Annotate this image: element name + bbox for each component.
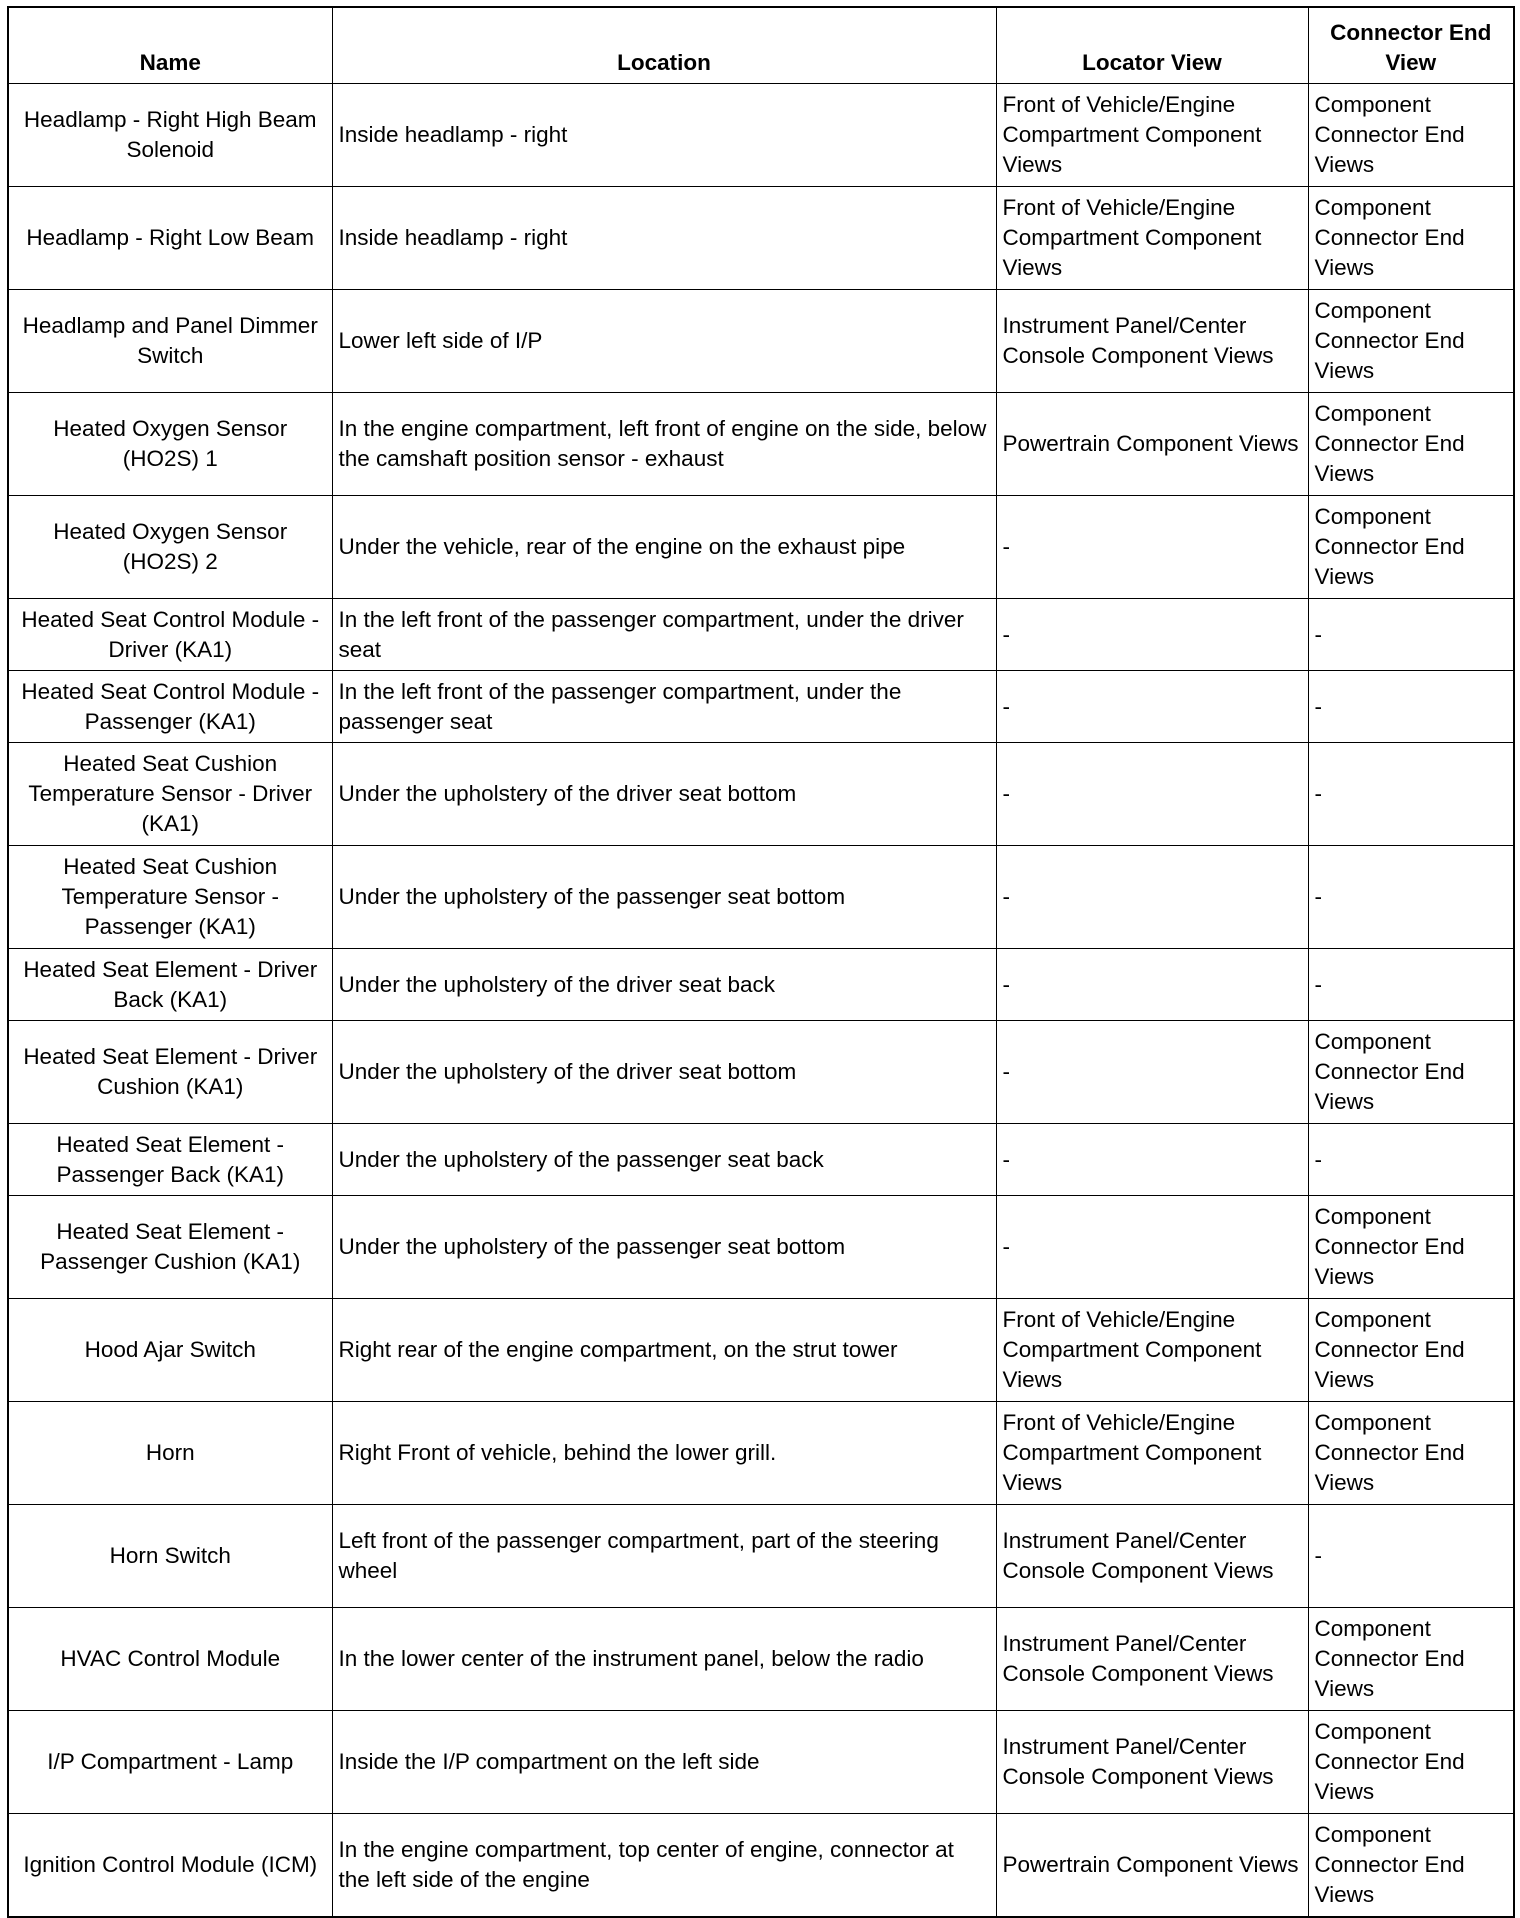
cell-connector-end-view: Component Connector End Views [1308, 393, 1514, 496]
cell-locator-view: Front of Vehicle/Engine Compartment Component Views [996, 187, 1308, 290]
cell-connector-end-view: Component Connector End Views [1308, 290, 1514, 393]
cell-locator-view: - [996, 743, 1308, 846]
table-row [8, 84, 1514, 187]
cell-name: Heated Seat Element - Passenger Cushion (KA1) [8, 1196, 332, 1299]
cell-locator-view: Instrument Panel/Center Console Component Views [996, 1711, 1308, 1814]
table-row [8, 496, 1514, 599]
cell-locator-view: - [996, 671, 1308, 743]
table-row [8, 1711, 1514, 1814]
cell-name: Headlamp and Panel Dimmer Switch [8, 290, 332, 393]
cell-locator-view: Instrument Panel/Center Console Component Views [996, 1505, 1308, 1608]
cell-locator-view: Powertrain Component Views [996, 393, 1308, 496]
cell-locator-view: Instrument Panel/Center Console Component Views [996, 290, 1308, 393]
cell-connector-end-view: - [1308, 949, 1514, 1021]
cell-connector-end-view: Component Connector End Views [1308, 1814, 1514, 1918]
cell-locator-view: - [996, 949, 1308, 1021]
cell-name: Heated Oxygen Sensor (HO2S) 2 [8, 496, 332, 599]
cell-name: HVAC Control Module [8, 1608, 332, 1711]
table-row [8, 1124, 1514, 1196]
cell-location: Under the upholstery of the driver seat back [332, 949, 996, 1021]
cell-connector-end-view: - [1308, 1124, 1514, 1196]
cell-name: Heated Seat Control Module - Driver (KA1) [8, 599, 332, 671]
cell-locator-view: Front of Vehicle/Engine Compartment Component Views [996, 1402, 1308, 1505]
cell-locator-view: - [996, 846, 1308, 949]
cell-location: In the left front of the passenger compartment, under the passenger seat [332, 671, 996, 743]
cell-locator-view: - [996, 1021, 1308, 1124]
cell-locator-view: Powertrain Component Views [996, 1814, 1308, 1918]
cell-connector-end-view: - [1308, 599, 1514, 671]
cell-name: Heated Seat Cushion Temperature Sensor - Driver (KA1) [8, 743, 332, 846]
table-row [8, 743, 1514, 846]
cell-name: Heated Seat Control Module - Passenger (KA1) [8, 671, 332, 743]
cell-location: Under the upholstery of the passenger seat back [332, 1124, 996, 1196]
cell-name: Horn [8, 1402, 332, 1505]
cell-location: In the lower center of the instrument panel, below the radio [332, 1608, 996, 1711]
cell-location: In the left front of the passenger compartment, under the driver seat [332, 599, 996, 671]
table-row [8, 1505, 1514, 1608]
cell-connector-end-view: - [1308, 1505, 1514, 1608]
cell-location: Inside headlamp - right [332, 84, 996, 187]
table-row [8, 1402, 1514, 1505]
table-row [8, 671, 1514, 743]
cell-location: Lower left side of I/P [332, 290, 996, 393]
table-row [8, 1021, 1514, 1124]
cell-connector-end-view: Component Connector End Views [1308, 187, 1514, 290]
table-row [8, 187, 1514, 290]
cell-locator-view: Front of Vehicle/Engine Compartment Component Views [996, 1299, 1308, 1402]
cell-name: Horn Switch [8, 1505, 332, 1608]
table-row [8, 1814, 1514, 1918]
cell-name: Ignition Control Module (ICM) [8, 1814, 332, 1918]
cell-location: Right rear of the engine compartment, on the strut tower [332, 1299, 996, 1402]
cell-name: Heated Seat Element - Driver Cushion (KA1) [8, 1021, 332, 1124]
table-row [8, 1299, 1514, 1402]
header-row [8, 7, 1514, 84]
cell-locator-view: Instrument Panel/Center Console Component Views [996, 1608, 1308, 1711]
cell-connector-end-view: Component Connector End Views [1308, 1711, 1514, 1814]
cell-name: Headlamp - Right High Beam Solenoid [8, 84, 332, 187]
header-connector-end-view: Connector End View [1308, 7, 1514, 84]
cell-location: In the engine compartment, left front of engine on the side, below the camshaft position sensor - exhaust [332, 393, 996, 496]
cell-location: Under the upholstery of the passenger seat bottom [332, 846, 996, 949]
table-row [8, 393, 1514, 496]
cell-connector-end-view: Component Connector End Views [1308, 1196, 1514, 1299]
table-row [8, 1196, 1514, 1299]
cell-locator-view: - [996, 599, 1308, 671]
cell-location: In the engine compartment, top center of engine, connector at the left side of the engine [332, 1814, 996, 1918]
cell-location: Inside headlamp - right [332, 187, 996, 290]
table-row [8, 949, 1514, 1021]
cell-connector-end-view: Component Connector End Views [1308, 496, 1514, 599]
cell-name: Heated Seat Element -Passenger Back (KA1) [8, 1124, 332, 1196]
cell-connector-end-view: Component Connector End Views [1308, 1021, 1514, 1124]
cell-connector-end-view: - [1308, 846, 1514, 949]
cell-connector-end-view: - [1308, 743, 1514, 846]
cell-name: Hood Ajar Switch [8, 1299, 332, 1402]
cell-location: Under the upholstery of the driver seat bottom [332, 1021, 996, 1124]
cell-locator-view: Front of Vehicle/Engine Compartment Component Views [996, 84, 1308, 187]
cell-locator-view: - [996, 1196, 1308, 1299]
cell-location: Under the upholstery of the passenger seat bottom [332, 1196, 996, 1299]
table-row [8, 599, 1514, 671]
component-locator-table [7, 6, 1515, 1918]
table-row [8, 290, 1514, 393]
cell-connector-end-view: Component Connector End Views [1308, 1299, 1514, 1402]
cell-name: Heated Seat Element - Driver Back (KA1) [8, 949, 332, 1021]
cell-connector-end-view: Component Connector End Views [1308, 84, 1514, 187]
cell-connector-end-view: - [1308, 671, 1514, 743]
cell-location: Under the vehicle, rear of the engine on the exhaust pipe [332, 496, 996, 599]
cell-location: Right Front of vehicle, behind the lower grill. [332, 1402, 996, 1505]
cell-location: Inside the I/P compartment on the left side [332, 1711, 996, 1814]
cell-locator-view: - [996, 1124, 1308, 1196]
cell-name: Headlamp - Right Low Beam [8, 187, 332, 290]
cell-locator-view: - [996, 496, 1308, 599]
header-location: Location [332, 7, 996, 84]
table-row [8, 1608, 1514, 1711]
cell-name: Heated Seat Cushion Temperature Sensor - Passenger (KA1) [8, 846, 332, 949]
table-row [8, 846, 1514, 949]
cell-connector-end-view: Component Connector End Views [1308, 1608, 1514, 1711]
header-locator-view: Locator View [996, 7, 1308, 84]
cell-location: Left front of the passenger compartment, part of the steering wheel [332, 1505, 996, 1608]
header-name: Name [8, 7, 332, 84]
cell-location: Under the upholstery of the driver seat bottom [332, 743, 996, 846]
cell-connector-end-view: Component Connector End Views [1308, 1402, 1514, 1505]
cell-name: I/P Compartment - Lamp [8, 1711, 332, 1814]
cell-name: Heated Oxygen Sensor (HO2S) 1 [8, 393, 332, 496]
